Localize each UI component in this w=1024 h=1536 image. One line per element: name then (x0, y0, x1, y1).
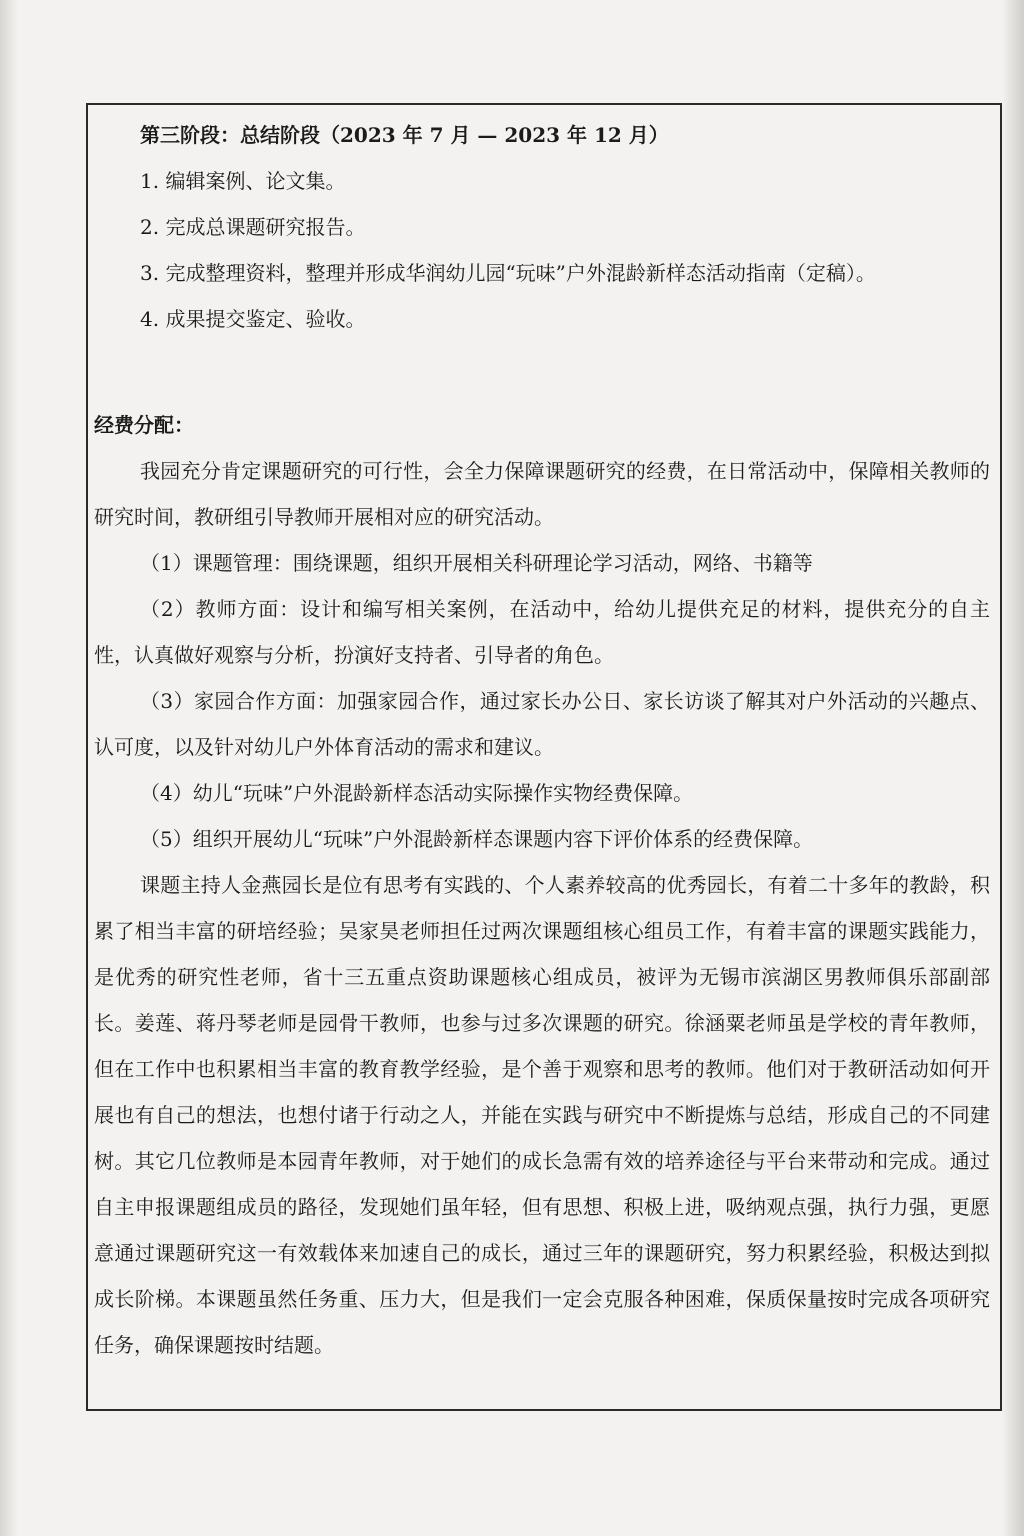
funding-item-4: （4）幼儿“玩味”户外混龄新样态活动实际操作实物经费保障。 (140, 781, 694, 805)
stage3-title: 第三阶段：总结阶段（2023 年 7 月 — 2023 年 12 月） (140, 123, 669, 147)
funding-item-1: （1）课题管理：围绕课题，组织开展相关科研理论学习活动，网络、书籍等 (140, 551, 813, 575)
team-description: 课题主持人金燕园长是位有思考有实践的、个人素养较高的优秀园长，有着二十多年的教龄，积累了相当丰富的研培经验；吴家昊老师担任过两次课题组核心组员工作，有着丰富的课题实践能力，是优秀的研究性老师，省十三五重点资助课题核心组成员，被评为无锡市滨湖区男教师俱乐部副部长。姜莲、蒋丹琴老师是园骨干教师，也参与过多次课题的研究。徐涵粟老师虽是学校的青年教师，但在工作中也积累相当丰富的教育教学经验，是个善于观察和思考的教师。他们对于教研活动如何开展也有自己的想法，也想付诸于行动之人，并能在实践与研究中不断提炼与总结，形成自己的不同建树。其它几位教师是本园青年教师，对于她们的成长急需有效的培养途径与平台来带动和完成。通过自主申报课题组成员的路径，发现她们虽年轻，但有思想、积极上进，吸纳观点强，执行力强，更愿意通过课题研究这一有效载体来加速自己的成长，通过三年的课题研究，努力积累经验，积极达到拟成长阶梯。本课题虽然任务重、压力大，但是我们一定会克服各种困难，保质保量按时完成各项研究任务，确保课题按时结题。 (94, 873, 990, 1357)
funding-item-3: （3）家园合作方面：加强家园合作，通过家长办公日、家长访谈了解其对户外活动的兴趣点、认可度，以及针对幼儿户外体育活动的需求和建议。 (94, 689, 990, 759)
funding-heading: 经费分配： (94, 413, 194, 437)
form-content (94, 112, 990, 1368)
funding-intro: 我园充分肯定课题研究的可行性，会全力保障课题研究的经费，在日常活动中，保障相关教师的研究时间，教研组引导教师开展相对应的研究活动。 (94, 459, 990, 529)
stage3-item-4: 4. 成果提交鉴定、验收。 (140, 307, 366, 331)
section-spacer (94, 342, 990, 402)
page-edge-shadow-left (0, 0, 18, 1536)
funding-item-2: （2）教师方面：设计和编写相关案例，在活动中，给幼儿提供充足的材料，提供充分的自主性，认真做好观察与分析，扮演好支持者、引导者的角色。 (94, 597, 990, 667)
stage3-item-1: 1. 编辑案例、论文集。 (140, 169, 346, 193)
funding-item-5: （5）组织开展幼儿“玩味”户外混龄新样态课题内容下评价体系的经费保障。 (140, 827, 814, 851)
stage3-item-2: 2. 完成总课题研究报告。 (140, 215, 366, 239)
stage3-item-3: 3. 完成整理资料，整理并形成华润幼儿园“玩味”户外混龄新样态活动指南（定稿）。 (140, 261, 876, 285)
page-edge-shadow-right (1002, 0, 1024, 1536)
